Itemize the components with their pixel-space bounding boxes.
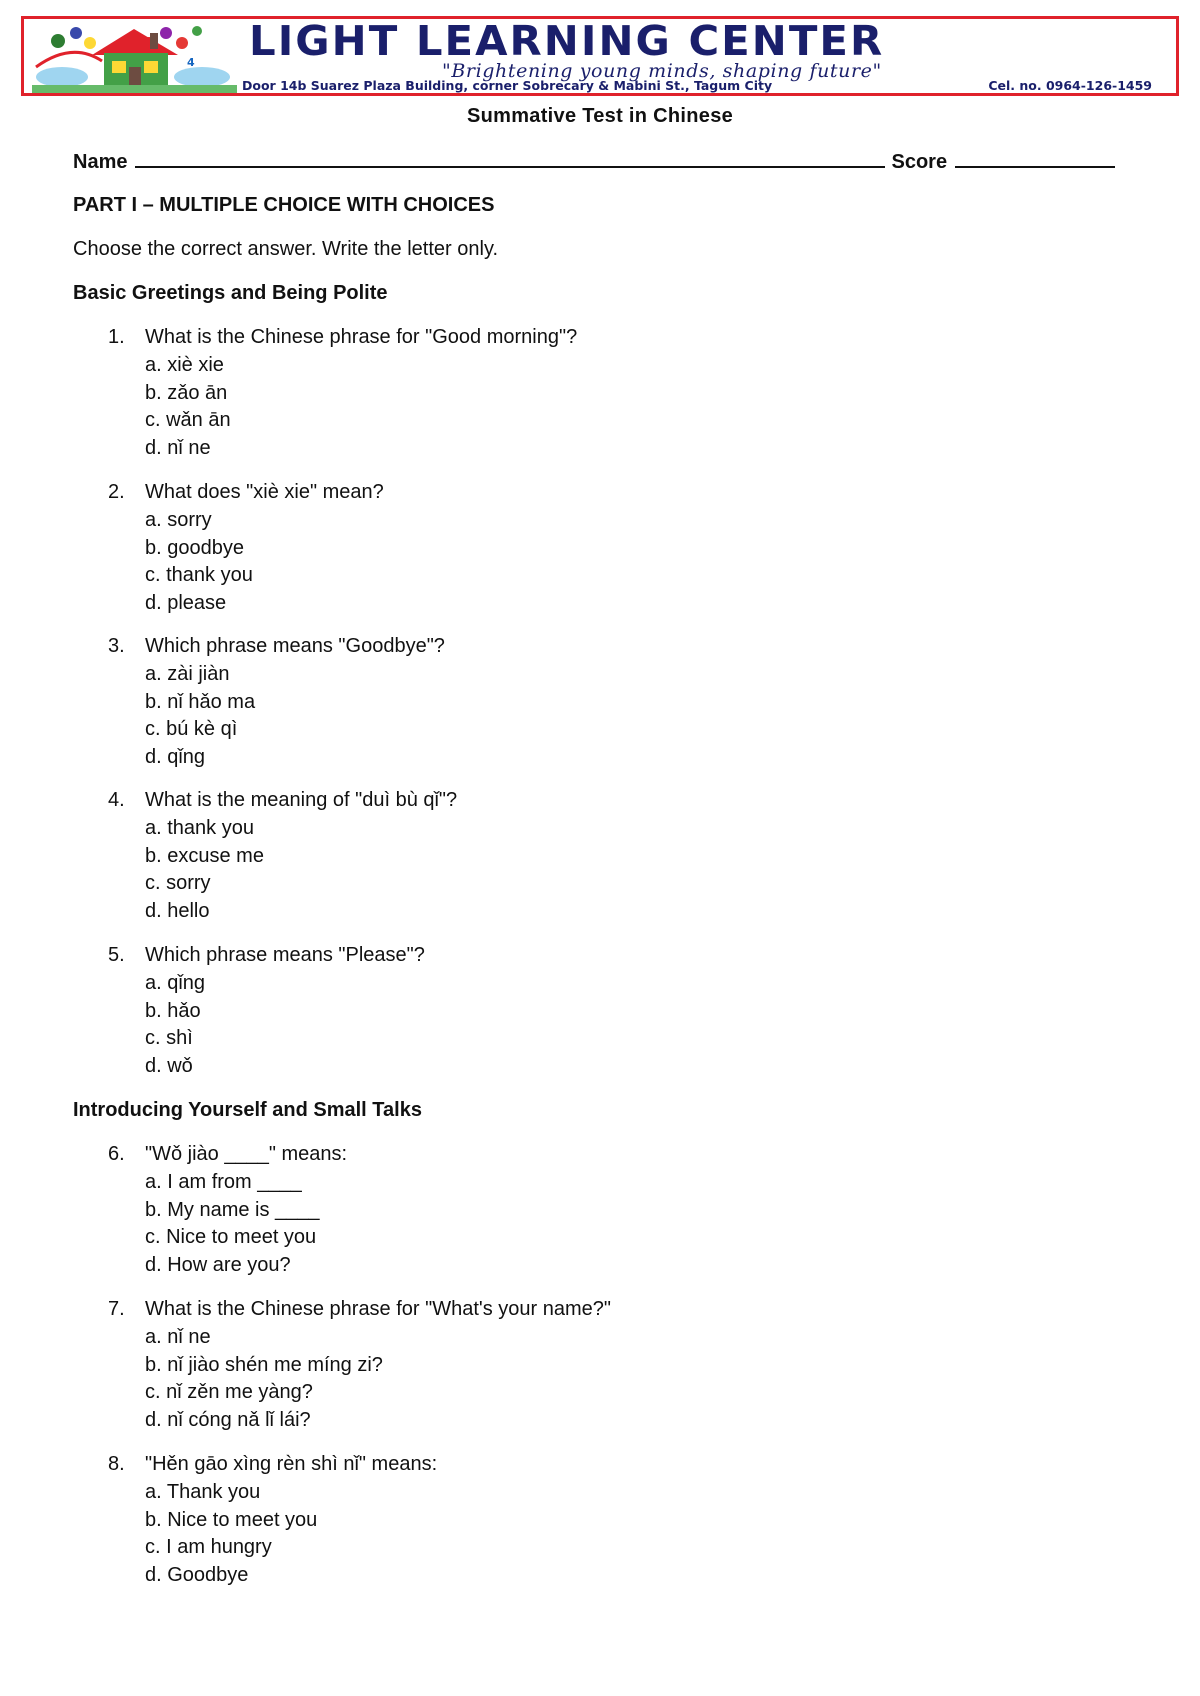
question-item [108,1296,611,1435]
choice-option: b. nǐ jiào shén me míng zi? [145,1353,383,1376]
choice-option: a. xiè xie [145,353,224,376]
part-title: PART I – MULTIPLE CHOICE WITH CHOICES [73,194,495,216]
choice-option: a. thank you [145,816,254,839]
question-item [108,633,445,772]
choice-option: c. wǎn ān [145,409,231,432]
question-number: 7. [108,1298,125,1320]
choice-option: a. sorry [145,508,212,531]
choice-option: c. nǐ zěn me yàng? [145,1381,313,1404]
question-text: What is the Chinese phrase for "Good morning"? [145,326,578,348]
question-text: What does "xiè xie" mean? [145,481,384,503]
question-number: 4. [108,789,125,811]
question-number: 6. [108,1143,125,1165]
choice-option: b. excuse me [145,844,264,867]
question-text: "Wǒ jiào ____" means: [145,1143,348,1165]
name-label: Name [73,151,128,173]
choice-option: a. nǐ ne [145,1325,211,1348]
choice-option: a. I am from ____ [145,1170,302,1193]
question-text: What is the Chinese phrase for "What's your name?" [145,1298,612,1320]
choice-option: c. bú kè qì [145,718,238,741]
choice-option: c. Nice to meet you [145,1226,317,1249]
section-title: Basic Greetings and Being Polite [73,282,388,304]
choice-option: b. nǐ hǎo ma [145,690,256,713]
question-text: Which phrase means "Goodbye"? [145,635,445,657]
score-label: Score [891,151,948,173]
name-blank[interactable] [135,152,885,168]
center-name: LIGHT LEARNING CENTER [249,17,885,65]
choice-option: d. hello [145,900,210,923]
instructions: Choose the correct answer. Write the letter only. [73,238,499,260]
question-number: 5. [108,944,125,966]
question-text: What is the meaning of "duì bù qǐ"? [145,789,458,811]
choice-option: d. please [145,592,227,615]
choice-option: b. hǎo [145,999,201,1022]
choice-option: d. qǐng [145,746,206,769]
question-number: 2. [108,481,125,503]
choice-option: a. zài jiàn [145,662,230,685]
choice-option: a. Thank you [145,1480,261,1503]
choice-option: d. wǒ [145,1055,193,1078]
choice-option: b. Nice to meet you [145,1508,318,1531]
document-title: Summative Test in Chinese [466,105,734,127]
choice-option: d. Goodbye [145,1564,249,1587]
choice-option: c. shì [145,1027,193,1050]
choice-option: c. sorry [145,872,211,895]
svg-text:4: 4 [187,56,195,69]
tagline: "Brightening young minds, shaping future" [442,60,882,82]
section-title: Introducing Yourself and Small Talks [73,1099,422,1121]
question-item [108,1451,437,1590]
question-number: 8. [108,1453,125,1475]
choice-option: d. How are you? [145,1254,291,1277]
question-text: Which phrase means "Please"? [145,944,425,966]
question-item [108,1141,347,1280]
header-banner [21,16,1179,96]
choice-option: c. thank you [145,564,253,587]
question-number: 1. [108,326,125,348]
choice-option: a. qǐng [145,971,206,994]
choice-option: b. zǎo ān [145,381,228,404]
question-item [108,479,384,618]
cel-number: Cel. no. 0964-126-1459 [988,78,1152,93]
question-text: "Hěn gāo xìng rèn shì nǐ" means: [145,1453,438,1475]
address: Door 14b Suarez Plaza Building, corner Sobrecary & Mabini St., Tagum City [242,78,773,93]
question-item [108,787,457,926]
question-number: 3. [108,635,125,657]
choice-option: d. nǐ ne [145,437,211,460]
school-house-logo [32,21,237,93]
choice-option: c. I am hungry [145,1536,272,1559]
choice-option: b. My name is ____ [145,1198,320,1221]
question-item [108,942,425,1081]
choice-option: d. nǐ cóng nǎ lǐ lái? [145,1409,311,1432]
score-blank[interactable] [955,152,1115,168]
choice-option: b. goodbye [145,536,244,559]
name-score-line [73,151,1133,174]
question-item [108,324,577,463]
